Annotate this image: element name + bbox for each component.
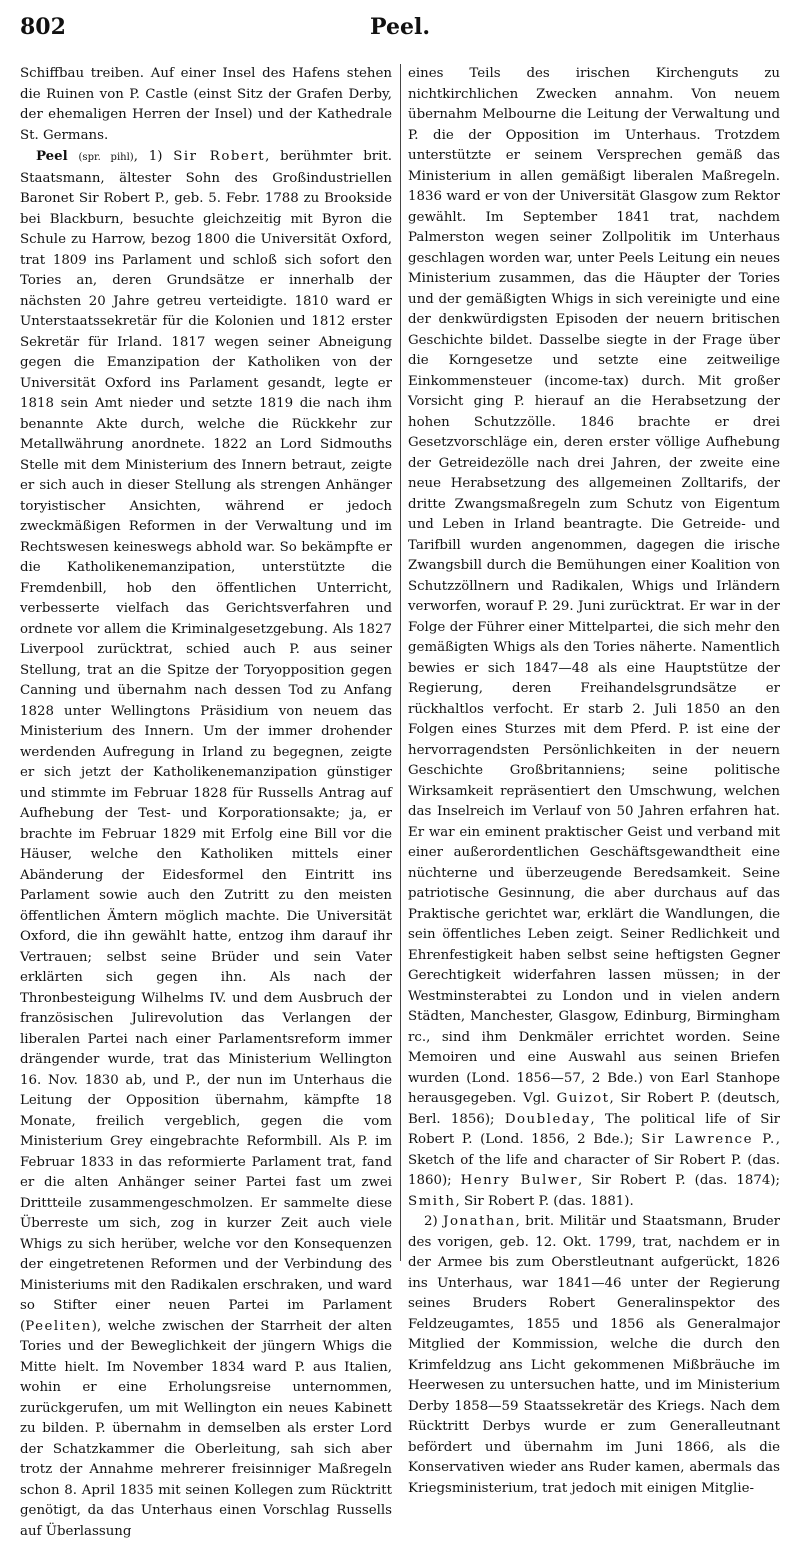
entry-peel-robert-continued [408,64,780,1212]
author-bulwer: Henry Bulwer [460,1173,578,1188]
entry-text-continued: ), welche zwischen der Starrheit der alten Tories und der Beweglichkeit der jüngern Whigs die Mitte hielt. Im November 1834 ward P. aus Italien, wohin er eine Erholungsreise unternommen, zurückgerufen, um mit Wellington ein neues Kabinett zu bilden. P. übernahm in demselben als erster Lord der Schatzkammer die Oberleitung, sah sich aber trotz der Annahme mehrerer freisinniger Maßregeln schon 8. April 1835 mit seinen Kollegen zum Rücktritt genötigt, da das Unterhaus einen Vorschlag Russells auf Überlassung [20,1318,392,1539]
author-doubleday: Doubleday [504,1111,591,1127]
entry-peel-jonathan [408,1212,780,1499]
entry-text: eines Teils des irischen Kirchenguts zu nichtkirchlichen Zwecken annahm. Von neuem übernahm Melbourne die Leitung der Verwaltung und P. die der Opposition im Unterhaus. Trotzdem unterstützte er seinem Versprechen gemäß das Ministerium in allen gemäßigt liberalen Maßregeln. 1836 ward er von der Universität Glasgow zum Rektor gewählt. Im September 1841 trat, nachdem Palmerston wegen seiner Zollpolitik im Unterhaus geschlagen worden war, unter Peels Leitung ein neues Ministerium zusammen, das die Häupter der Tories und der gemäßigten Whigs in sich vereinigte und eine der denkwürdigsten Episoden der neuern britischen Geschichte bildet. Dasselbe siegte in der Frage über die Korngesetze und setzte eine zeitweilige Einkommensteuer (income-tax) durch. Mit großer Vorsicht ging P. hierauf an die Herabsetzung der hohen Schutzzölle. 1846 brachte er drei Gesetzvorschläge ein, deren erster völlige Aufhebung der Getreidezölle nach drei Jahren, der zweite eine neue Herabsetzung des allgemeinen Zolltarifs, der dritte Zwangsmaßregeln zum Schutz von Eigentum und Leben in Irland beantragte. Die Getreide- und Tarifbill wurden angenommen, dagegen die irische Zwangsbill durch die Bemühungen einer Koalition von Schutzzöllnern und Radikalen, Whigs und Irländern verworfen, worauf P. 29. Juni zurücktrat. Er war in der Folge der Führer einer Mittelpartei, die sich mehr den gemäßigten Whigs als den Tories näherte. Namentlich bewies er sich 1847—48 als eine Hauptstütze der Regierung, deren Freihandelsgrundsätze er rückhaltlos verfocht. Er starb 2. Juli 1850 an den Folgen eines Sturzes mit dem Pferd. P. ist eine der hervorragendsten Persönlichkeiten in der neuern Geschichte Großbritanniens; seine politische Wirksamkeit repräsentiert den Umschwung, welchen das Inselreich im Verlauf von 50 Jahren erfahren hat. Er war ein eminent praktischer Geist und verband mit einer außerordentlichen Geschäftsgewandtheit eine nüchterne und überzeugende Beredsamkeit. Seine patriotische Gesinnung, die aber durchaus auf das Praktische gerichtet war, erklärt die Wandlungen, die sein öffentliches Leben zeigt. Seiner Redlichkeit und Ehrenfestigkeit haben selbst seine heftigsten Gegner Gerechtigkeit widerfahren lassen müssen; in der Westminsterabtei zu London und in vielen andern Städten, Manchester, Glasgow, Edinburg, Birmingham rc., sind ihm Denkmäler errichtet worden. Seine Memoiren und eine Auswahl aus seinen Briefen wurden (Lond. 1856—57, 2 Bde.) von Earl Stanhope herausgegeben. Vgl. [408,66,780,1106]
entry-number: , 1) [133,149,163,164]
citation-text: , Sir Robert P. (deutsch, Berl. 1856); [408,1091,781,1127]
entry-name: Sir Robert [173,149,266,164]
author-guizot: Guizot [556,1091,610,1106]
citation-text: , The political life of Sir Robert P. (Lond. 1856, 2 Bde.); [408,1111,780,1147]
term-peeliten: Peeliten [25,1318,92,1334]
entry-text: , berühmter brit. Staatsmann, ältester Sohn des Großindustriellen Baronet Sir Robert P., geb. 5. Febr. 1788 zu Brookside bei Blackburn, besuchte gleichzeitig mit Byron die Schule zu Harrow, bezog 1800 die Universität Oxford, trat 1809 ins Parlament und schloß sich sofort den Tories an, deren Grundsätze er innerhalb der nächsten 20 Jahre getreu verteidigte. 1810 ward er Unterstaatssekretär für die Kolonien und 1812 erster Sekretär für Irland. 1817 wegen seiner Abneigung gegen die Emanzipation der Katholiken von der Universität Oxford ins Parlament gesandt, legte er 1818 sein Amt nieder und setzte 1819 die nach ihm benannte Akte durch, welche die Rückkehr zur Metallwährung anordnete. 1822 an Lord Sidmouths Stelle mit dem Ministerium des Innern betraut, zeigte er sich auch in dieser Stellung als strengen Anhänger toryistischer Ansichten, während er jedoch zweckmäßigen Reformen in der Verwaltung und im Rechtswesen keineswegs abhold war. So bekämpfte er die Katholikenemanzipation, unterstützte die Fremdenbill, hob den öffentlichen Unterricht, verbesserte vielfach das Gerichtsverfahren und ordnete vor allem die Kriminalgesetzgebung. Als 1827 Liverpool zurücktrat, schied auch P. aus seiner Stellung, trat an die Spitze der Toryopposition gegen Canning und übernahm nach dessen Tod zu Anfang 1828 unter Wellingtons Präsidium von neuem das Ministerium des Innern. Um der immer drohender werdenden Aufregung in Irland zu begegnen, zeigte er sich jetzt der Katholikenemanzipation günstiger und stimmte im Februar 1828 für Russells Antrag auf Aufhebung der Test- und Korporationsakte; ja, er brachte im Februar 1829 mit Erfolg eine Bill vor die Häuser, welche den Katholiken mittels einer Abänderung der Eidesformel den Eintritt ins Parlament sowie auch den Zutritt zu den meisten öffentlichen Ämtern möglich machte. Die Universität Oxford, die ihn gewählt hatte, entzog ihm darauf ihr Vertrauen; selbst seine Brüder und sein Vater erklärten sich gegen ihn. Als nach der Thronbesteigung Wilhelms IV. und dem Ausbruch der französischen Julirevolution das Verlangen der liberalen Partei nach einer Parlamentsreform immer drängender wurde, trat das Ministerium Wellington 16. Nov. 1830 ab, und P., der nun im Unterhaus die Leitung der Opposition übernahm, kämpfte 18 Monate, freilich vergeblich, gegen die vom Ministerium Grey eingebrachte Reformbill. Als P. im Februar 1833 in das reformierte Parlament trat, fand er die alten Anhänger seiner Partei fast um zwei Drittteile zusammengeschmolzen. Er sammelte diese Überreste um sich, zog in kurzer Zeit auch viele Whigs zu sich herüber, welche vor den Konsequenzen der eingetretenen Reformen und der Verbindung des Ministeriums mit den Radikalen erschraken, und ward so Stifter einer neuen Partei im Parlament ( [20,149,392,1334]
left-column [20,64,392,1539]
entry-name: Jonathan [443,1214,516,1229]
paragraph-intro [20,64,392,146]
right-column [408,64,781,1496]
paragraph-text: Schiffbau treiben. Auf einer Insel des Hafens stehen die Ruinen von P. Castle (einst Sitz der Grafen Derby, der ehemaligen Herren der Insel) und der Kathedrale St. Germans. [20,66,392,143]
running-head: Peel. [370,14,430,40]
entry-lemma: Peel [36,148,68,164]
citation-text: , Sir Robert P. (das. 1874); [578,1173,781,1188]
citation-text: , Sketch of the life and character of Sir Robert P. (das. 1860); [408,1132,780,1188]
entry-text: , brit. Militär und Staatsmann, Bruder des vorigen, geb. 12. Okt. 1799, trat, nachdem er in der Armee bis zum Oberstleutnant aufgerückt, 1826 ins Unterhaus, war 1841—46 unter der Regierung seines Bruders Robert Generalinspektor des Feldzeugamtes, 1855 und 1856 als Generalmajor Mitglied der Kommission, welche die durch den Krimfeldzug ans Licht gekommenen Mißbräuche im Heerwesen zu untersuchen hatte, und im Ministerium Derby 1858—59 Staatssekretär des Kriegs. Nach dem Rücktritt Derbys wurde er zum Generalleutnant befördert und übernahm im Juni 1866, als die Konservativen wieder ans Ruder kamen, abermals das Kriegsministerium, trat jedoch mit einigen Mitglie- [408,1214,780,1496]
entry-peel-robert [20,146,392,1542]
text-columns [20,64,781,1539]
entry-number: 2) [424,1214,438,1229]
author-lawrence: Sir Lawrence P. [641,1132,776,1147]
page-header [20,14,780,50]
page-number: 802 [20,14,66,40]
pronunciation: (spr. pihl) [78,152,134,163]
author-smith: Smith [408,1193,456,1209]
citation-text: , Sir Robert P. (das. 1881). [455,1193,634,1209]
